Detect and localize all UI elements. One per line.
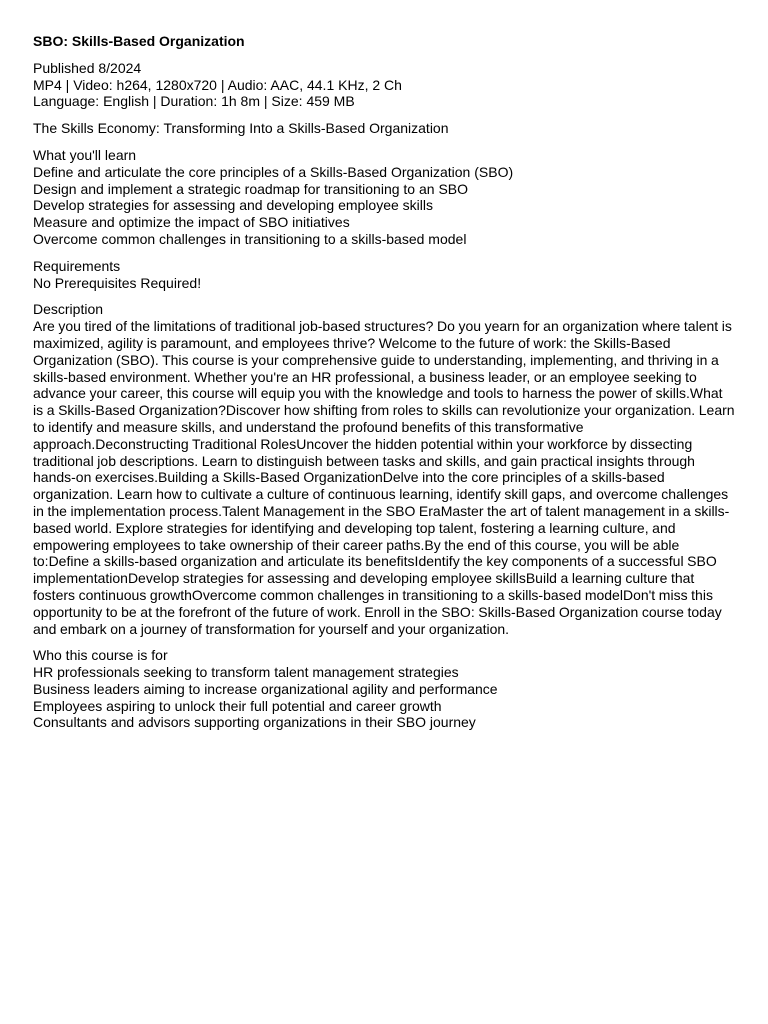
description-text: Are you tired of the limitations of traditional job-based structures? Do you yearn for an organization where talent is maximized, agility is paramount, and employees thrive? Welcome to the future of work: the Skills-Based Organization (SBO). This course is your comprehensive guide to understanding, implementing, and thriving in a skills-based environment. Whether you're an HR professional, a business leader, or an employee seeking to advance your career, this course will equip you with the knowledge and tools to harness the power of skills.What is a Skills-Based Organization?Discover how shifting from roles to skills can revolutionize your organization. Learn to identify and measure skills, and understand the profound benefits of this transformative approach.Deconstructing Traditional RolesUncover the hidden potential within your workforce by dissecting traditional job descriptions. Learn to distinguish between tasks and skills, and gain practical insights through hands-on exercises.Building a Skills-Based OrganizationDelve into the core principles of a skills-based organization. Learn how to cultivate a culture of continuous learning, identify skill gaps, and overcome challenges in the implementation process.Talent Management in the SBO EraMaster the art of talent management in a skills-based world. Explore strategies for identifying and developing top talent, fostering a learning culture, and empowering employees to take ownership of their career paths.By the end of this course, you will be able to:Define a skills-based organization and articulate its benefitsIdentify the key components of a successful SBO implementationDevelop strategies for assessing and developing employee skillsBuild a learning culture that fosters continuous growthOvercome common challenges in transitioning to a skills-based modelDon't miss this opportunity to be at the forefront of the future of work. Enroll in the SBO: Skills-Based Organization course today and embark on a journey of transformation for yourself and your organization.: [33, 318, 735, 637]
published-date: Published 8/2024: [33, 59, 142, 76]
audience-item: Employees aspiring to unlock their full potential and career growth: [33, 697, 442, 714]
learn-item: Overcome common challenges in transitioning to a skills-based model: [33, 230, 467, 247]
audience-item: Consultants and advisors supporting organizations in their SBO journey: [33, 714, 476, 731]
learn-item: Design and implement a strategic roadmap for transitioning to an SBO: [33, 180, 469, 197]
audience-item: Business leaders aiming to increase organizational agility and performance: [33, 680, 498, 697]
learn-item: Measure and optimize the impact of SBO initiatives: [33, 214, 350, 231]
requirement-item: No Prerequisites Required!: [33, 274, 202, 291]
format-info: MP4 | Video: h264, 1280x720 | Audio: AAC, 44.1 KHz, 2 Ch: [33, 76, 402, 93]
requirements-section: [33, 258, 735, 292]
language-duration-size: Language: English | Duration: 1h 8m | Size: 459 MB: [33, 93, 355, 110]
description-heading: Description: [33, 301, 104, 318]
learn-item: Develop strategies for assessing and developing employee skills: [33, 197, 433, 214]
audience-heading: Who this course is for: [33, 647, 168, 664]
release-info: [33, 60, 735, 110]
learn-item: Define and articulate the core principles of a Skills-Based Organization (SBO): [33, 163, 514, 180]
document: [33, 33, 735, 741]
learn-heading: What you'll learn: [33, 146, 137, 163]
audience-section: [33, 647, 735, 731]
learn-section: [33, 147, 735, 248]
document-title: SBO: Skills-Based Organization: [33, 33, 245, 49]
course-subtitle: The Skills Economy: Transforming Into a Skills-Based Organization: [33, 120, 449, 137]
requirements-heading: Requirements: [33, 257, 121, 274]
description-section: [33, 301, 735, 637]
audience-item: HR professionals seeking to transform talent management strategies: [33, 664, 459, 681]
